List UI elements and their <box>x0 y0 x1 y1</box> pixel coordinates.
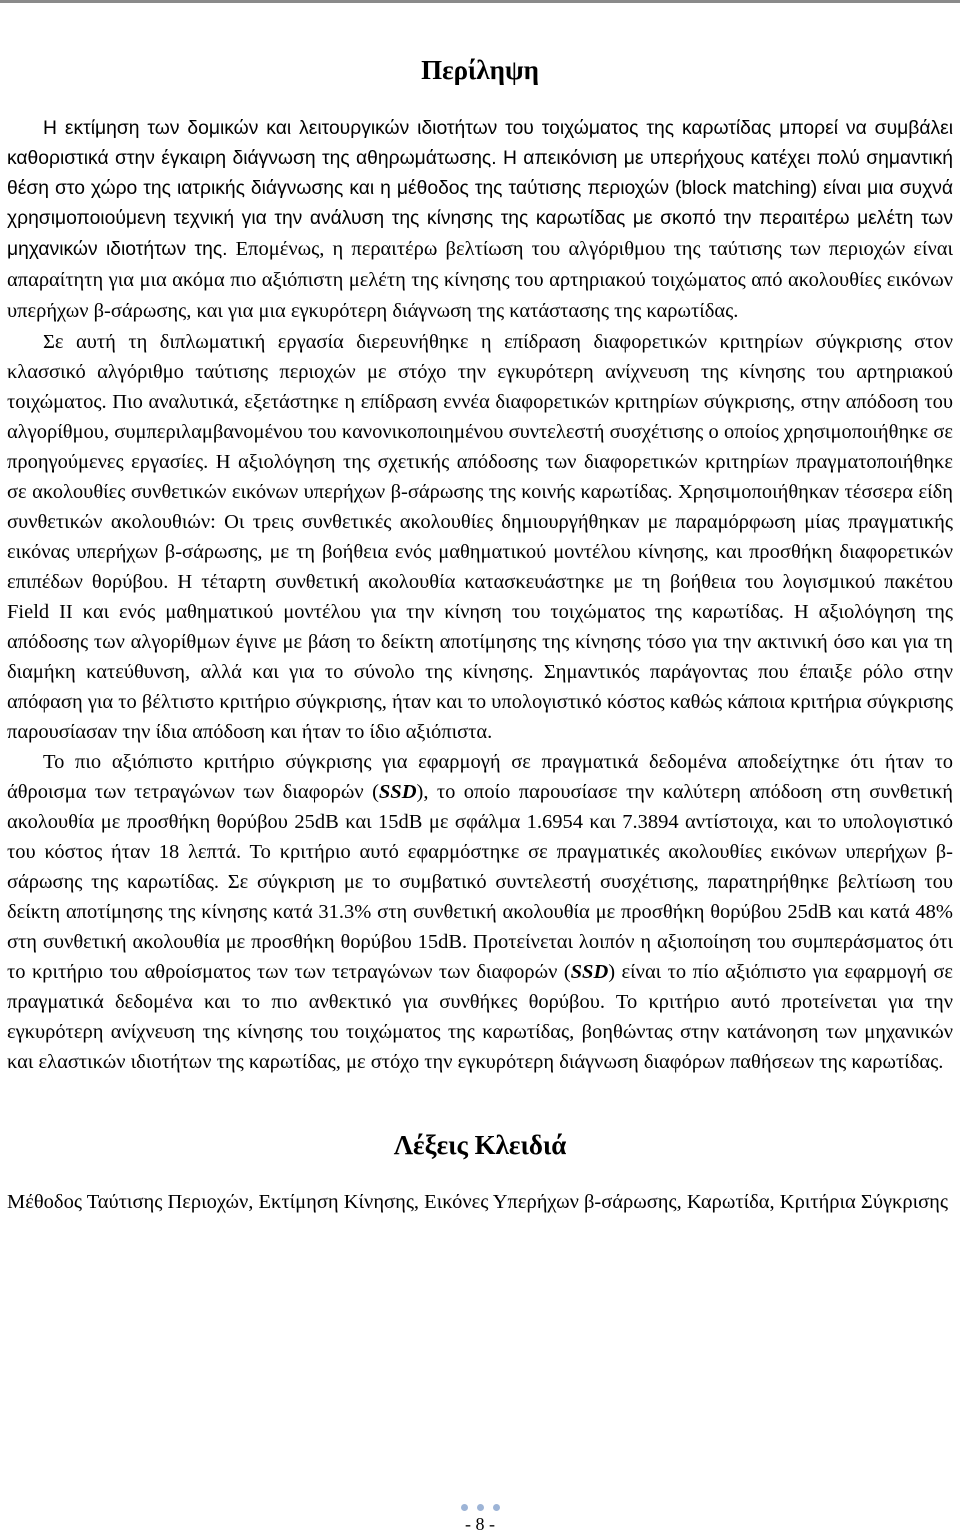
footer-dot-icon <box>477 1504 484 1511</box>
keywords-text: Μέθοδος Ταύτισης Περιοχών, Εκτίμηση Κίνησης, Εικόνες Υπερήχων β-σάρωσης, Καρωτίδα, Κριτήρια Σύγκρισης <box>7 1191 949 1213</box>
abstract-paragraph-2: Σε αυτή τη διπλωματική εργασία διερευνήθηκε η επίδραση διαφορετικών κριτηρίων σύγκρισης στον κλασσικό αλγόριθμο ταύτισης περιοχών με στόχο την εγκυρότερη ανίχνευση της κίνησης του αρτηριακού τοιχώματος. Πιο αναλυτικά, εξετάστηκε η επίδραση εννέα διαφορετικών κριτηρίων σύγκρισης, στην απόδοση του αλγορίθμου, συμπεριλαμβανομένου του κανονικοποιημένου συντελεστή συσχέτισης ο οποίος χρησιμοποιήθηκε σε προηγούμενες εργασίες. Η αξιολόγηση της σχετικής απόδοσης των διαφορετικών κριτηρίων πραγματοποιήθηκε σε ακολουθίες συνθετικών εικόνων υπερήχων β-σάρωσης της κοινής καρωτίδας. Χρησιμοποιήθηκαν τέσσερα είδη συνθετικών ακολουθιών: Οι τρεις συνθετικές ακολουθίες δημιουργήθηκαν με παραμόρφωση μίας πραγματικής εικόνας υπερήχων β-σάρωσης, με τη βοήθεια ενός μαθηματικού μοντέλου κίνησης, και προσθήκη διαφορετικών επιπέδων θορύβου. Η τέταρτη συνθετική ακολουθία κατασκευάστηκε με τη βοήθεια του λογισμικού πακέτου Field II και ενός μαθηματικού μοντέλου για την κίνηση του τοιχώματος της καρωτίδας. Η αξιολόγηση της απόδοσης των αλγορίθμων έγινε με βάση το δείκτη αποτίμησης της κίνησης τόσο για την ακτινική όσο και για τη διαμήκη κατεύθυνση, αλλά και για το σύνολο της κίνησης. Σημαντικός παράγοντας που έπαιξε ρόλο στην απόφαση για το βέλτιστο κριτήριο σύγκρισης, ήταν και το υπολογιστικό κόστος καθώς κάποια κριτήρια σύγκρισης παρουσίασαν την ίδια απόδοση και ήταν το ίδιο αξιόπιστα. <box>7 331 953 743</box>
abstract-paragraph-3-part-b: ), το οποίο παρουσίασε την καλύτερη απόδοση στη συνθετική ακολουθία με προσθήκη θορύβου 25dB και 15dB με σφάλμα 1.6954 και 7.3894 αντίστοιχα, και το υπολογιστικό του κόστος ήταν 18 λεπτά. Το κριτήριο αυτό εφαρμόστηκε σε πραγματικές ακολουθίες εικόνων υπερήχων β-σάρωσης της καρωτίδας. Σε σύγκριση με το συμβατικό συντελεστή συσχέτισης, παρατηρήθηκε βελτίωση του δείκτη αποτίμησης της κίνησης κατά 31.3% στη συνθετική ακολουθία με προσθήκη θορύβου 25dB και κατά 48% στη συνθετική ακολουθία με προσθήκη θορύβου 15dB. Προτείνεται λοιπόν η αξιοποίηση του συμπεράσματος ότι το κριτήριο του αθροίσματος των των τετραγώνων των διαφορών ( <box>7 781 953 983</box>
top-rule <box>0 0 960 3</box>
page-number: - 8 - <box>465 1514 495 1534</box>
page-footer <box>0 1502 960 1535</box>
abstract-paragraph-1 <box>7 114 953 327</box>
abstract-heading: Περίληψη <box>421 55 539 85</box>
footer-dot-icon <box>461 1504 468 1511</box>
page-content <box>7 50 953 1217</box>
abstract-paragraph-3-part-a: Το πιο αξιόπιστο κριτήριο σύγκρισης για εφαρμογή σε πραγματικά δεδομένα αποδείχτηκε ότι ήταν το άθροισμα των τετραγώνων των διαφορών ( <box>7 751 953 803</box>
ssd-term-1: SSD <box>378 781 417 803</box>
abstract-paragraph-3 <box>7 747 953 1077</box>
abstract-paragraph-3-part-c: ) είναι το πίο αξιόπιστο για εφαρμογή σε πραγματικά δεδομένα και το πιο ανθεκτικό για συνθήκες θορύβου. Το κριτήριο αυτό προτείνεται για την εγκυρότερη ανίχνευση της κίνησης του τοιχώματος της καρωτίδας, βοηθώντας στην κατάνοηση των μηχανικών και ελαστικών ιδιοτήτων της καρωτίδας, με στόχο την εγκυρότερη διάγνωση διαφόρων παθήσεων της καρωτίδας. <box>7 961 953 1073</box>
abstract-paragraph-1-sans: Η εκτίμηση των δομικών και λειτουργικών ιδιοτήτων του τοιχώματος της καρωτίδας μπορεί να συμβάλει καθοριστικά στην έγκαιρη διάγνωση της αθηρωμάτωσης. Η απεικόνιση με υπερήχους κατέχει πολύ σημαντική θέση στο χώρο της ιατρικής διάγνωσης και η μέθοδος της ταύτισης περιοχών (block matching) είναι μια συχνά χρησιμοποιούμενη τεχνική για την ανάλυση της κίνησης της καρωτίδας με σκοπό την περαιτέρω μελέτη των μηχανικών ιδιοτήτων της. <box>7 118 953 260</box>
footer-dots <box>0 1502 960 1512</box>
footer-dot-icon <box>493 1504 500 1511</box>
ssd-term-2: SSD <box>570 961 609 983</box>
abstract-paragraph-1-serif: Επομένως, η περαιτέρω βελτίωση του αλγόριθμου της ταύτισης των περιοχών είναι απαραίτητη για μια ακόμα πιο αξιόπιστη μελέτη της κίνησης του αρτηριακού τοιχώματος από ακολουθίες εικόνων υπερήχων β-σάρωσης, και για μια εγκυρότερη διάγνωση της κατάστασης της καρωτίδας. <box>7 238 953 322</box>
keywords-heading: Λέξεις Κλειδιά <box>393 1130 567 1160</box>
